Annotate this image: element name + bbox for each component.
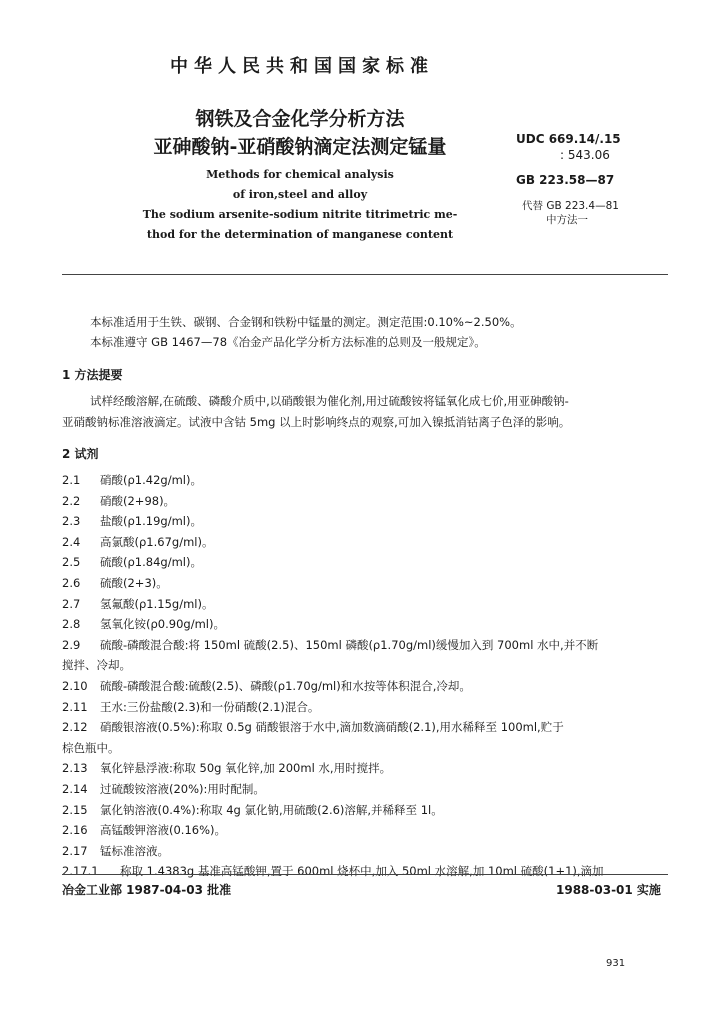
- reagent-item: [62, 821, 668, 840]
- reagent-text: 氢氧化铵(ρ0.90g/ml)。: [100, 617, 225, 631]
- replaces-line1: 代替 GB 223.4—81: [522, 200, 619, 212]
- udc-line1: UDC 669.14/.15: [516, 132, 621, 146]
- reagent-text: 硫酸-磷酸混合酸:将 150ml 硫酸(2.5)、150ml 磷酸(ρ1.70g/ml)缓慢加入到 700ml 水中,并不断: [100, 638, 599, 652]
- udc-line2: : 543.06: [560, 148, 610, 162]
- reagent-item: [62, 471, 668, 490]
- reagent-item: [62, 698, 668, 717]
- reagent-number: 2.14: [62, 782, 88, 796]
- standard-org-header: 中华人民共和国国家标准: [170, 56, 434, 77]
- title-english-line4: thod for the determination of manganese content: [146, 228, 454, 241]
- reagent-number: 2.17.1: [62, 864, 99, 878]
- reagent-item: [62, 780, 668, 799]
- reagent-item: [62, 677, 668, 696]
- reagent-item: [62, 595, 668, 614]
- reagent-number: 2.2: [62, 494, 81, 508]
- reagent-item: [62, 512, 668, 531]
- reagent-item: [62, 533, 668, 552]
- reagent-item: [62, 759, 668, 778]
- title-chinese-line1: 钢铁及合金化学分析方法: [195, 108, 405, 130]
- reagent-text: 称取 1.4383g 基准高锰酸钾,置于 600ml 烧杯中,加入 50ml 水溶解,加 10ml 硫酸(1+1),滴加: [120, 864, 604, 878]
- intro-compliance: 本标准遵守 GB 1467—78《冶金产品化学分析方法标准的总则及一般规定》。: [90, 335, 486, 349]
- reagent-text: 王水:三份盐酸(2.3)和一份硝酸(2.1)混合。: [100, 700, 320, 714]
- reagent-number: 2.17: [62, 844, 88, 858]
- title-chinese-line2: 亚砷酸钠-亚硝酸钠滴定法测定锰量: [153, 136, 447, 158]
- reagent-number: 2.12: [62, 720, 88, 734]
- reagent-text: 硝酸银溶液(0.5%):称取 0.5g 硝酸银溶于水中,滴加数滴硝酸(2.1),用水稀释至 100ml,贮于: [100, 720, 564, 734]
- title-english-line1: Methods for chemical analysis: [206, 168, 394, 181]
- effective-date: 1988-03-01 实施: [556, 883, 661, 897]
- reagent-number: 2.11: [62, 700, 88, 714]
- reagent-text: 高氯酸(ρ1.67g/ml)。: [100, 535, 214, 549]
- reagent-text: 硝酸(ρ1.42g/ml)。: [100, 473, 202, 487]
- footer-divider: [62, 874, 668, 875]
- reagent-text: 过硫酸铵溶液(20%):用时配制。: [100, 782, 265, 796]
- section-1-line2: 亚硝酸钠标准溶液滴定。试液中含钴 5mg 以上时影响终点的观察,可加入镍抵消钴离子色泽的影响。: [62, 415, 571, 429]
- reagent-text: 锰标准溶液。: [100, 844, 169, 858]
- reagent-number: 2.13: [62, 761, 88, 775]
- reagent-item: [62, 842, 668, 861]
- reagent-item: [62, 718, 668, 737]
- reagent-text: 盐酸(ρ1.19g/ml)。: [100, 514, 202, 528]
- intro-scope: 本标准适用于生铁、碳钢、合金钢和铁粉中锰量的测定。测定范围:0.10%~2.50%。: [90, 315, 522, 329]
- reagent-item: [62, 801, 668, 820]
- reagent-text: 硝酸(2+98)。: [100, 494, 176, 508]
- reagent-text: 高锰酸钾溶液(0.16%)。: [100, 823, 227, 837]
- reagent-item: [62, 553, 668, 572]
- reagent-text: 硫酸(ρ1.84g/ml)。: [100, 555, 202, 569]
- reagent-number: 2.5: [62, 555, 81, 569]
- gb-number: GB 223.58—87: [516, 173, 615, 187]
- title-english-line2: of iron,steel and alloy: [232, 188, 368, 201]
- header-divider: [62, 274, 668, 275]
- reagent-item: [62, 615, 668, 634]
- reagent-item: [62, 862, 668, 881]
- reagent-continuation: 棕色瓶中。: [62, 741, 120, 755]
- reagent-number: 2.7: [62, 597, 81, 611]
- reagent-text: 氧化锌悬浮液:称取 50g 氧化锌,加 200ml 水,用时搅拌。: [100, 761, 392, 775]
- reagent-continuation: 搅拌、冷却。: [62, 658, 131, 672]
- reagent-text: 氯化钠溶液(0.4%):称取 4g 氯化钠,用硫酸(2.6)溶解,并稀释至 1l。: [100, 803, 443, 817]
- section-1-line1: 试样经酸溶解,在硫酸、磷酸介质中,以硝酸银为催化剂,用过硫酸铵将锰氧化成七价,用亚砷酸钠-: [90, 394, 569, 408]
- reagent-number: 2.15: [62, 803, 88, 817]
- reagent-number: 2.1: [62, 473, 81, 487]
- title-english-line3: The sodium arsenite-sodium nitrite titrimetric me-: [142, 208, 458, 221]
- reagent-number: 2.9: [62, 638, 81, 652]
- reagent-item: [62, 574, 668, 593]
- reagent-number: 2.4: [62, 535, 81, 549]
- reagent-number: 2.6: [62, 576, 81, 590]
- reagent-text: 硫酸-磷酸混合酸:硫酸(2.5)、磷酸(ρ1.70g/ml)和水按等体积混合,冷却。: [100, 679, 471, 693]
- reagent-item: [62, 492, 668, 511]
- reagent-number: 2.8: [62, 617, 81, 631]
- reagent-number: 2.10: [62, 679, 88, 693]
- reagent-text: 氢氟酸(ρ1.15g/ml)。: [100, 597, 214, 611]
- page-number: 931: [606, 958, 626, 969]
- reagent-number: 2.3: [62, 514, 81, 528]
- approval-date: 冶金工业部 1987-04-03 批准: [62, 883, 232, 897]
- replaces-line2: 中方法一: [546, 214, 588, 226]
- section-2-heading: 2 试剂: [62, 447, 99, 461]
- reagent-number: 2.16: [62, 823, 88, 837]
- reagent-item: [62, 636, 668, 655]
- reagent-text: 硫酸(2+3)。: [100, 576, 168, 590]
- section-1-heading: 1 方法提要: [62, 368, 123, 382]
